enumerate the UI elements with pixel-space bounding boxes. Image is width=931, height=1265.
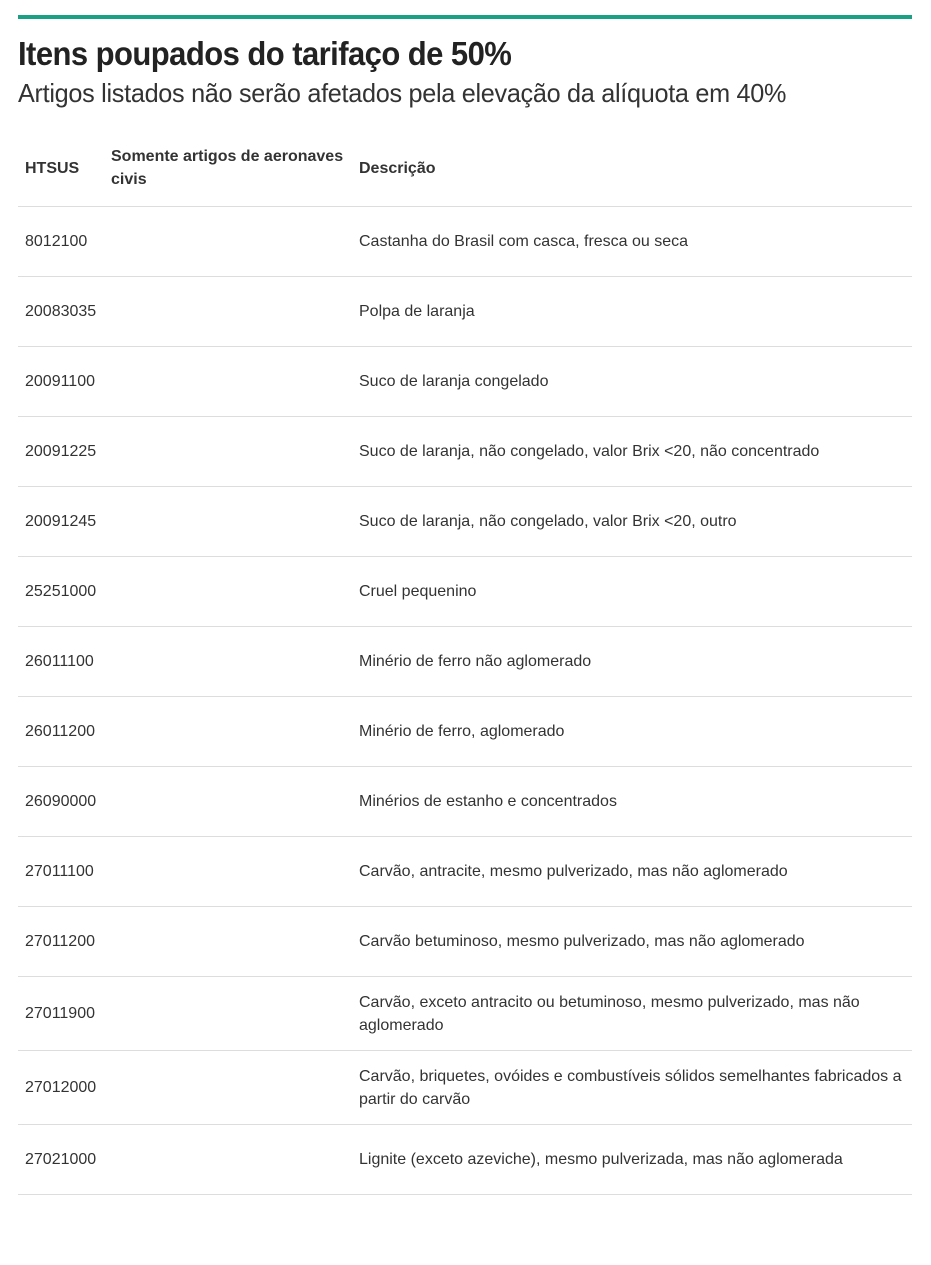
column-header-htsus[interactable]: HTSUS [25,159,80,177]
cell-htsus: 26090000 [25,793,97,810]
table-row [18,417,912,487]
cell-civil-aircraft [104,627,352,697]
cell-civil-aircraft [104,417,352,487]
table-row [18,1051,912,1125]
cell-htsus: 26011100 [25,653,94,670]
cell-civil-aircraft [104,557,352,627]
table-row [18,907,912,977]
page-subtitle: Artigos listados não serão afetados pela elevação da alíquota em 40% [18,78,787,108]
page-title: Itens poupados do tarifaço de 50% [18,35,512,72]
cell-htsus: 20091100 [25,373,95,390]
table-row [18,347,912,417]
cell-htsus: 26011200 [25,723,95,740]
table-row [18,487,912,557]
cell-description: Lignite (exceto azeviche), mesmo pulverizada, mas não aglomerada [359,1151,843,1168]
cell-description: Carvão, briquetes, ovóides e combustíveis sólidos semelhantes fabricados a partir do carvão [359,1067,902,1108]
cell-htsus: 20083035 [25,303,97,320]
cell-civil-aircraft [104,767,352,837]
table-row [18,277,912,347]
cell-civil-aircraft [104,907,352,977]
table-row [18,207,912,277]
cell-description: Carvão betuminoso, mesmo pulverizado, mas não aglomerado [359,933,805,950]
cell-description: Cruel pequenino [359,583,477,600]
cell-htsus: 8012100 [25,233,88,250]
cell-civil-aircraft [104,487,352,557]
cell-description: Polpa de laranja [359,303,475,320]
cell-civil-aircraft [104,697,352,767]
cell-htsus: 20091225 [25,443,97,460]
column-header-civil-aircraft[interactable]: Somente artigos de aeronaves civis [111,148,344,188]
cell-description: Minério de ferro não aglomerado [359,653,592,670]
cell-description: Carvão, antracite, mesmo pulverizado, mas não aglomerado [359,863,788,880]
table-row [18,627,912,697]
table-card [18,0,912,1195]
cell-htsus: 27021000 [25,1151,97,1168]
tariff-table [18,139,912,1195]
cell-civil-aircraft [104,977,352,1051]
table-row [18,837,912,907]
cell-htsus: 27011900 [25,1005,95,1022]
accent-rule [18,15,912,19]
cell-htsus: 25251000 [25,583,97,600]
table-row [18,1125,912,1195]
cell-htsus: 27012000 [25,1079,97,1096]
cell-description: Minério de ferro, aglomerado [359,723,565,740]
cell-civil-aircraft [104,347,352,417]
cell-civil-aircraft [104,1051,352,1125]
table-header-row [18,139,912,207]
cell-description: Suco de laranja, não congelado, valor Brix <20, não concentrado [359,443,820,460]
cell-description: Suco de laranja, não congelado, valor Brix <20, outro [359,513,737,530]
column-header-description[interactable]: Descrição [359,159,436,177]
cell-htsus: 27011100 [25,863,94,880]
table-row [18,557,912,627]
table-row [18,977,912,1051]
table-row [18,767,912,837]
table-row [18,697,912,767]
cell-description: Castanha do Brasil com casca, fresca ou seca [359,233,689,250]
cell-civil-aircraft [104,1125,352,1195]
cell-htsus: 27011200 [25,933,95,950]
cell-description: Minérios de estanho e concentrados [359,793,617,810]
cell-description: Carvão, exceto antracito ou betuminoso, mesmo pulverizado, mas não aglomerado [359,993,860,1034]
cell-civil-aircraft [104,837,352,907]
cell-civil-aircraft [104,207,352,277]
cell-htsus: 20091245 [25,513,97,530]
cell-civil-aircraft [104,277,352,347]
cell-description: Suco de laranja congelado [359,373,549,390]
